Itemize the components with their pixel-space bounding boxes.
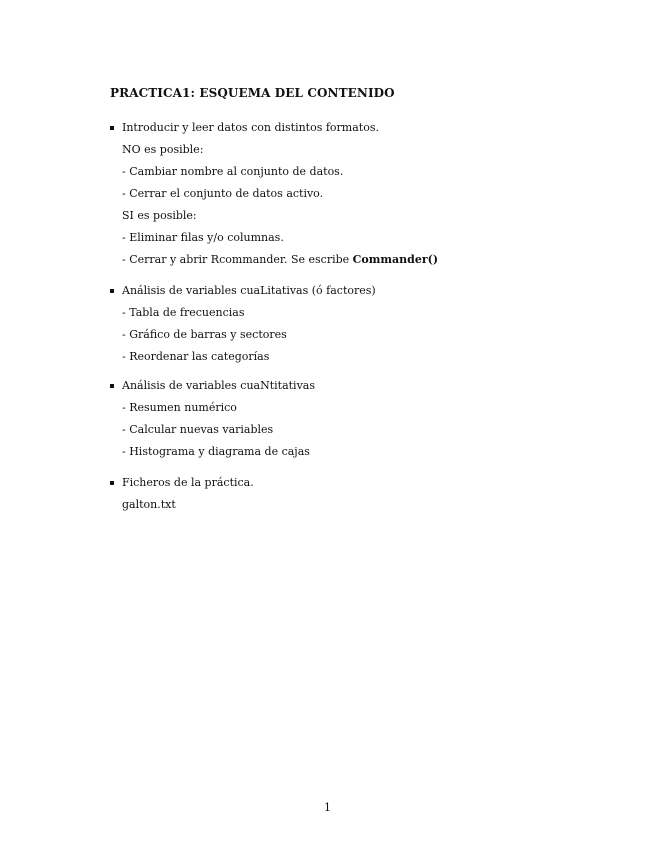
section-heading: Introducir y leer datos con distintos formatos. <box>122 121 379 134</box>
document-title: PRACTICA1: ESQUEMA DEL CONTENIDO <box>110 86 395 100</box>
bullet-item <box>110 117 550 139</box>
section-line: - Gráfico de barras y sectores <box>122 328 287 341</box>
page-number: 1 <box>324 801 331 814</box>
section-line: NO es posible: <box>122 143 204 156</box>
section-line: - Calcular nuevas variables <box>122 423 274 436</box>
section-line: - Reordenar las categorías <box>122 350 270 363</box>
section-line-commander <box>110 249 550 271</box>
section-line: - Cambiar nombre al conjunto de datos. <box>122 165 344 178</box>
section-files <box>110 472 550 516</box>
section-heading: Análisis de variables cuaLitativas (ó factores) <box>122 284 376 297</box>
section-line: - Eliminar filas y/o columnas. <box>122 231 284 244</box>
bullet-icon <box>110 384 114 388</box>
section-line: - Resumen numérico <box>122 401 237 414</box>
file-name: galton.txt <box>122 498 176 511</box>
commander-command: Commander() <box>352 253 439 266</box>
line-prefix: - Cerrar y abrir Rcommander. Se escribe <box>122 253 353 266</box>
section-line: - Tabla de frecuencias <box>122 306 245 319</box>
section-heading: Análisis de variables cuaNtitativas <box>122 379 315 392</box>
bullet-item <box>110 472 550 494</box>
section-line: - Histograma y diagrama de cajas <box>122 445 310 458</box>
section-heading: Ficheros de la práctica. <box>122 476 254 489</box>
bullet-item <box>110 375 550 397</box>
bullet-item <box>110 280 550 302</box>
bullet-icon <box>110 289 114 293</box>
bullet-icon <box>110 481 114 485</box>
bullet-icon <box>110 126 114 130</box>
section-line: - Cerrar el conjunto de datos activo. <box>122 187 324 200</box>
section-qualitative <box>110 280 550 368</box>
section-data-input <box>110 117 550 271</box>
section-quantitative <box>110 375 550 463</box>
section-line: SI es posible: <box>122 209 197 222</box>
